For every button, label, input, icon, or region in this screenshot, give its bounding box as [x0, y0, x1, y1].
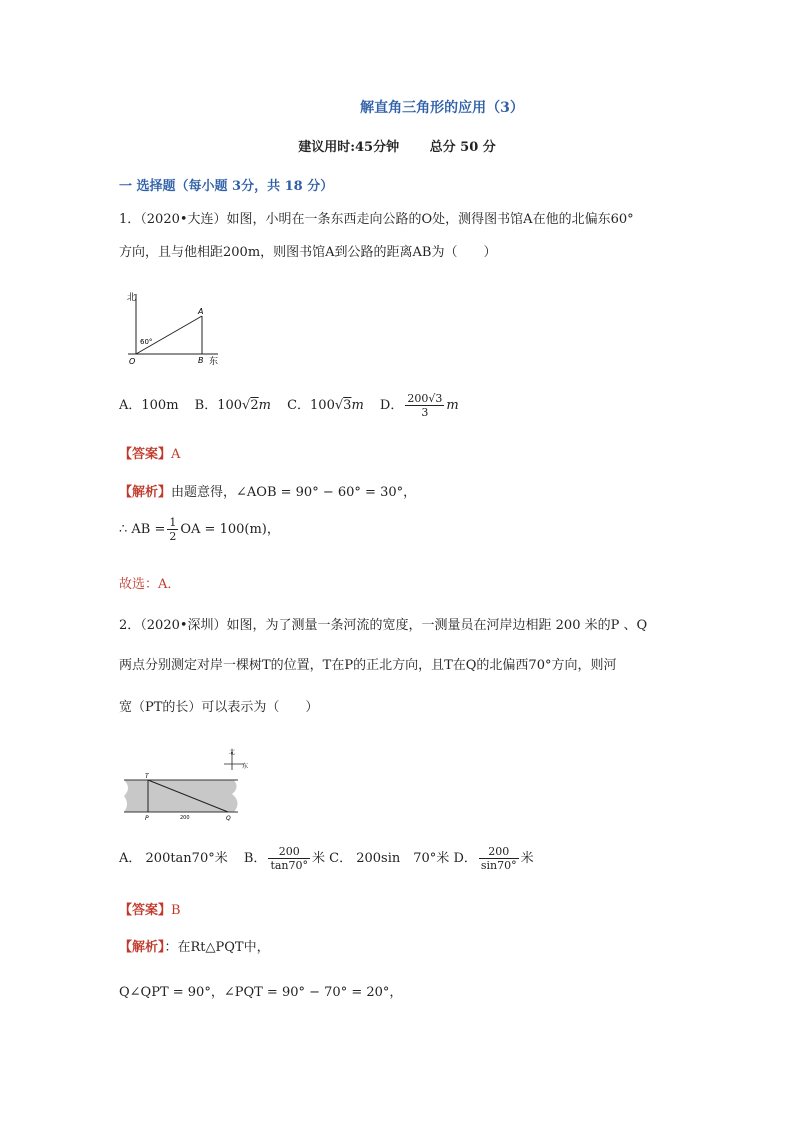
- suggested-time: 建议用时:45分钟: [298, 140, 400, 155]
- q2-text-line1: 2．（2020•深圳）如图，为了测量一条河流的宽度，一测量员在河岸边相距 200 米的P 、Q: [119, 618, 648, 633]
- total-score: 总分 50 分: [429, 140, 496, 155]
- label-angle: 60°: [140, 338, 153, 346]
- q1-option-c: C．100√3m: [287, 398, 364, 413]
- page-title: 解直角三角形的应用（3）: [360, 100, 524, 116]
- q2-analysis-line1: 【解析】：在Rt△PQT中，: [119, 940, 270, 955]
- q1-figure: [118, 288, 228, 370]
- river: [124, 780, 238, 812]
- q1-options: [119, 392, 471, 419]
- q1-analysis-line2: ∴ AB = $\frac{1}{2}$ OA = 100(m)，: [119, 516, 280, 543]
- section-heading: 一 选择题（每小题 3分，共 18 分）: [119, 179, 334, 194]
- q2-figure: [120, 748, 250, 824]
- label-north: 北: [127, 293, 137, 303]
- label-p: P: [145, 815, 149, 822]
- q1-answer: 【答案】A: [119, 447, 181, 462]
- label-east: 东: [209, 357, 219, 367]
- q2-options: [119, 845, 534, 872]
- q2-analysis-line2: Q∠QPT = 90°，∠PQT = 90° − 70° = 20°，: [119, 985, 403, 1000]
- q1-option-b: B．100√2m: [194, 398, 271, 413]
- label-o: O: [129, 357, 136, 366]
- q1-analysis-line1: 【解析】由题意得，∠AOB = 90° − 60° = 30°，: [119, 485, 417, 500]
- exam-meta: [0, 136, 794, 155]
- label-a: A: [198, 307, 204, 316]
- line-oa: [136, 316, 202, 354]
- label-distance: 200: [180, 815, 190, 821]
- q1-text-line1: 1．（2020•大连）如图，小明在一条东西走向公路的O处，测得图书馆A在他的北偏东60°: [119, 212, 634, 227]
- label-q: Q: [226, 815, 231, 822]
- q2-option-c: C． 200sin 70°米: [329, 851, 450, 866]
- q2-option-b: B． $\frac{200}{\tan 70^\circ}$ 米: [243, 845, 326, 872]
- label-t: T: [145, 773, 149, 780]
- q1-text-line2: 方向，且与他相距200m，则图书馆A到公路的距离AB为（ ）: [119, 245, 497, 260]
- q2-option-d: D． $\frac{200}{\sin 70^\circ}$ 米: [453, 845, 534, 872]
- q2-answer: 【答案】B: [119, 903, 181, 918]
- q2-text-line2: 两点分别测定对岸一棵树T的位置，T在P的正北方向，且T在Q的北偏西70°方向，则河: [119, 658, 617, 673]
- compass-label-east: 东: [242, 763, 249, 770]
- q1-option-a: A．100m: [119, 398, 179, 413]
- compass-label-north: 北: [229, 749, 236, 756]
- label-b: B: [198, 356, 204, 365]
- q1-conclusion: 故选：A．: [119, 577, 181, 592]
- q2-option-a: A． 200tan70°米: [119, 851, 228, 866]
- q1-option-d: D． $\frac{200√3}{3}$ m: [379, 392, 459, 419]
- q2-text-line3: 宽（PT的长）可以表示为（ ）: [119, 700, 319, 715]
